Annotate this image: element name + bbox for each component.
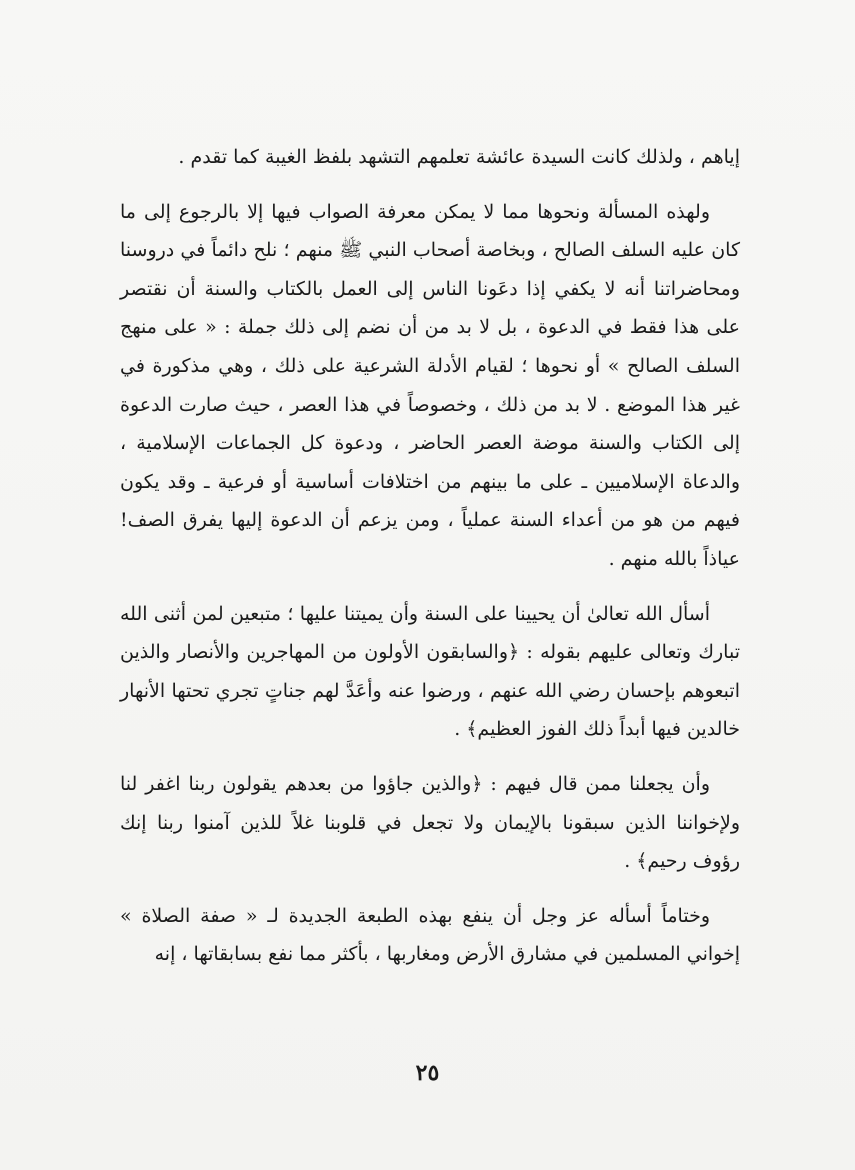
paragraph-4: وأن يجعلنا ممن قال فيهم : ﴿والذين جاؤوا من بعدهم يقولون ربنا اغفر لنا ولإخواننا الذين سبقونا بالإيمان ولا تجعل في قلوبنا غلاً للذين آمنوا ربنا إنك رؤوف رحيم﴾ . [120, 772, 740, 873]
page-number: ٢٥ [415, 1060, 440, 1086]
paragraph-2: ولهذه المسألة ونحوها مما لا يمكن معرفة الصواب فيها إلا بالرجوع إلى ما كان عليه السلف الصالح ، وبخاصة أصحاب النبي ﷺ منهم ؛ نلح دائماً في دروسنا ومحاضراتنا أنه لا يكفي إذا دعَونا الناس إلى العمل بالكتاب والسنة أن نقتصر على هذا فقط في الدعوة ، بل لا بد من أن نضم إلى ذلك جملة : « على منهج السلف الصالح » أو نحوها ؛ لقيام الأدلة الشرعية على ذلك ، وهي مذكورة في غير هذا الموضع . لا بد من ذلك ، وخصوصاً في هذا العصر ، حيث صارت الدعوة إلى الكتاب والسنة موضة العصر الحاضر ، ودعوة كل الجماعات الإسلامية ، والدعاة الإسلاميين ـ على ما بينهم من اختلافات أساسية أو فرعية ـ وقد يكون فيهم من هو من أعداء السنة عملياً ، ومن يزعم أن الدعوة إليها يفرق الصف! عياذاً بالله منهم . [120, 200, 740, 570]
paragraph-1: إياهم ، ولذلك كانت السيدة عائشة تعلمهم التشهد بلفظ الغيبة كما تقدم . [178, 146, 740, 168]
paragraph-3: أسأل الله تعالىٰ أن يحيينا على السنة وأن يميتنا عليها ؛ متبعين لمن أثنى الله تبارك وتعالى عليهم بقوله : ﴿والسابقون الأولون من المهاجرين والأنصار والذين اتبعوهم بإحسان رضي الله عنهم ، ورضوا عنه وأعَدَّ لهم جناتٍ تجري تحتها الأنهار خالدين فيها أبداً ذلك الفوز العظيم﴾ . [120, 602, 740, 741]
body-text [120, 138, 740, 974]
paragraph-5: وختاماً أسأله عز وجل أن ينفع بهذه الطبعة الجديدة لـ « صفة الصلاة » إخواني المسلمين في مشارق الأرض ومغاربها ، بأكثر مما نفع بسابقاتها ، إنه [120, 904, 740, 966]
